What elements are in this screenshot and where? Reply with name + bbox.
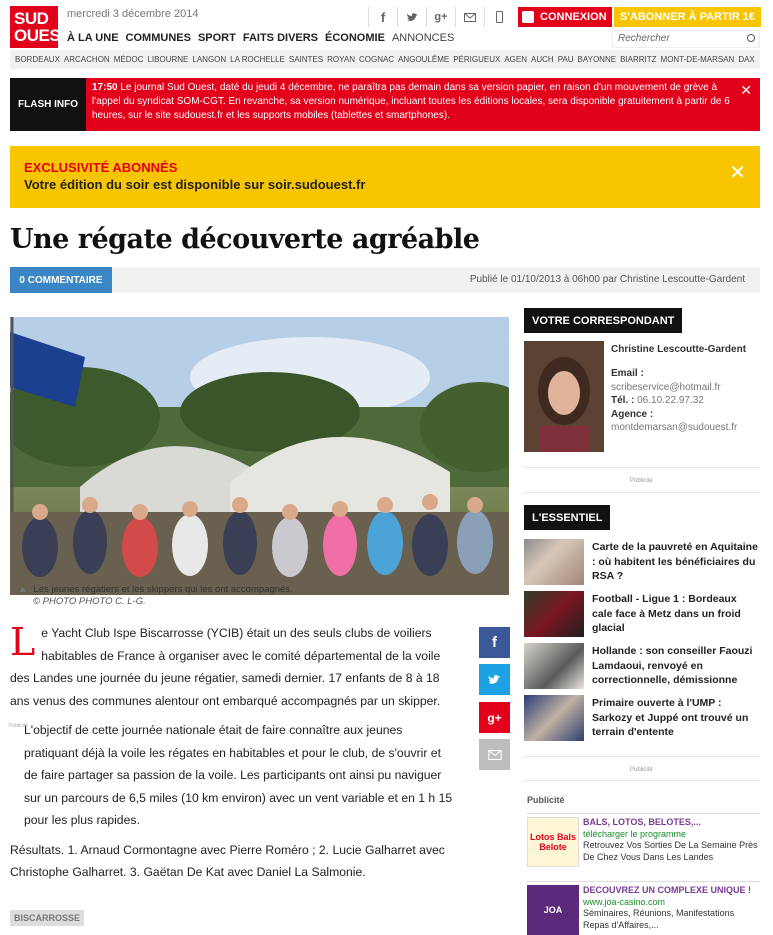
- search-input[interactable]: [612, 30, 760, 48]
- ad-description: Séminaires, Réunions, Manifestations Repas d'Affaires,...: [583, 908, 735, 930]
- tel-label: Tél. :: [611, 395, 635, 406]
- city-nav-item[interactable]: ARCACHON: [63, 55, 110, 64]
- ad-title[interactable]: BALS, LOTOS, BELOTES,...: [583, 817, 701, 827]
- current-date: mercredi 3 décembre 2014: [67, 8, 199, 20]
- essentiel-item[interactable]: [524, 695, 760, 741]
- photo-caption: [18, 584, 293, 608]
- published-info: Publié le 01/10/2013 à 06h00 par Christine Lescoutte-Gardent: [469, 274, 745, 285]
- article-paragraph-2-text: L'objectif de cette journée nationale était de faire connaître aux jeunes pratiquant déjà la voile les régates en habitables et pour le club, de s'ouvrir et de faire partager sa passion de la voile. Les participants ont ainsi pu naviguer sur un parcours de 6,5 miles (10 km environ) avec un vent variable et en 1 h 15 pour les plus rapides.: [24, 723, 453, 827]
- nav-item-sport[interactable]: SPORT: [197, 32, 236, 44]
- article-paragraph-2: [10, 719, 456, 832]
- article-paragraph-1: [10, 622, 456, 712]
- mail-icon[interactable]: [455, 7, 484, 27]
- inline-ad-label: Publicité: [9, 723, 28, 729]
- essentiel-item[interactable]: [524, 643, 760, 689]
- essentiel-item-text[interactable]: Primaire ouverte à l'UMP : Sarkozy et Juppé ont trouvé un terrain d'entente: [592, 697, 749, 738]
- article-body: [10, 622, 456, 891]
- correspondent-email[interactable]: scribeservice@hotmail.fr: [611, 381, 721, 393]
- flash-close-icon[interactable]: ✕: [740, 82, 752, 98]
- flash-time: 17:50: [92, 82, 118, 93]
- regatta-group-photo: [10, 317, 509, 595]
- photo-credit: © PHOTO PHOTO C. L-G.: [33, 596, 146, 607]
- agence-label: Agence :: [611, 408, 654, 420]
- ad-text[interactable]: [583, 817, 760, 867]
- essentiel-heading: L'ESSENTIEL: [524, 505, 610, 530]
- city-nav-item[interactable]: AGEN: [504, 55, 528, 64]
- sidebar-ad-label-2: Publicité: [630, 767, 653, 773]
- flash-info-text[interactable]: [86, 78, 760, 131]
- article-paragraph-1-text: e Yacht Club Ispe Biscarrosse (YCIB) était un des seuls clubs de voiliers habitables de France à organiser avec le comité départemental de la voile des Landes une journée du jeune régatier, samedi dernier. 17 enfants de 8 à 18 ans venus des communes alentour ont embarqué accompagnés par un skipper.: [10, 626, 441, 708]
- correspondent-photo: [524, 341, 604, 452]
- divider: [524, 467, 760, 468]
- city-nav-item[interactable]: BAYONNE: [577, 55, 617, 64]
- divider: [524, 780, 760, 781]
- city-nav-item[interactable]: LIBOURNE: [147, 55, 189, 64]
- ad-thumb-lotos[interactable]: Lotos Bals Belote: [527, 817, 579, 867]
- city-nav-item[interactable]: LA ROCHELLE: [230, 55, 285, 64]
- nav-item-communes[interactable]: COMMUNES: [125, 32, 191, 44]
- sud-ouest-logo[interactable]: SUD OUEST: [10, 6, 58, 48]
- ad-title[interactable]: DECOUVREZ UN COMPLEXE UNIQUE !: [583, 885, 752, 895]
- flash-message: Le journal Sud Ouest, daté du jeudi 4 décembre, ne paraîtra pas demain dans sa version papier, en raison d'un mouvement de grève à l'appel du syndicat SOM-CGT. En revanche, sa version numérique, incluant toutes les éditions locales, sera disponible gratuitement à partir de 6 heures, sur le site sudouest.fr et les supports mobiles (tablettes et smartphones).: [92, 82, 730, 121]
- divider: [524, 756, 760, 757]
- essentiel-thumb-hollande[interactable]: [524, 643, 584, 689]
- share-mail-icon[interactable]: [479, 739, 510, 770]
- city-nav-item[interactable]: BORDEAUX: [15, 55, 60, 64]
- essentiel-item-text[interactable]: Hollande : son conseiller Faouzi Lamdaoui, renvoyé en correctionnelle, démissionne: [592, 645, 753, 686]
- city-nav-item[interactable]: COGNAC: [358, 55, 395, 64]
- main-navigation: [67, 32, 454, 44]
- city-nav-item[interactable]: MONT-DE-MARSAN: [660, 55, 735, 64]
- exclusive-text: Votre édition du soir est disponible sur soir.sudouest.fr: [24, 177, 366, 192]
- share-googleplus-icon[interactable]: g+: [479, 702, 510, 733]
- nav-item-faits-divers[interactable]: FAITS DIVERS: [242, 32, 319, 44]
- city-nav-item[interactable]: ANGOULÊME: [398, 55, 450, 64]
- article-meta-bar: [10, 267, 760, 293]
- nav-item-annonces[interactable]: ANNONCES: [391, 32, 455, 44]
- share-facebook-icon[interactable]: f: [479, 627, 510, 658]
- share-twitter-icon[interactable]: [479, 664, 510, 695]
- facebook-icon[interactable]: f: [368, 7, 397, 27]
- nav-item-economie[interactable]: ÉCONOMIE: [325, 32, 385, 44]
- ad-item-bals-lotos[interactable]: [527, 813, 760, 867]
- user-icon: [522, 11, 534, 23]
- comments-button[interactable]: 0 COMMENTAIRE: [10, 267, 112, 293]
- city-nav-item[interactable]: PÉRIGUEUX: [453, 55, 501, 64]
- email-label: Email :: [611, 368, 644, 379]
- caption-triangle-icon: ▲: [18, 584, 28, 595]
- essentiel-item[interactable]: [524, 539, 760, 585]
- googleplus-icon[interactable]: g+: [426, 7, 455, 27]
- social-icons-bar: [368, 7, 513, 27]
- city-nav-item[interactable]: LANGON: [192, 55, 227, 64]
- search-placeholder: Rechercher: [618, 33, 670, 44]
- city-nav-item[interactable]: PAU: [557, 55, 574, 64]
- article-dropcap: L: [10, 620, 36, 664]
- ad-thumb-joa[interactable]: JOA: [527, 885, 579, 935]
- exclusive-close-icon[interactable]: ✕: [729, 162, 746, 184]
- article-photo[interactable]: [10, 317, 509, 595]
- correspondent-name: Christine Lescoutte-Gardent: [611, 344, 747, 355]
- city-nav-item[interactable]: SAINTES: [288, 55, 324, 64]
- correspondent-heading: VOTRE CORRESPONDANT: [524, 308, 682, 333]
- city-nav-item[interactable]: BIARRITZ: [620, 55, 657, 64]
- correspondent-tel: 06.10.22.97.32: [637, 395, 704, 406]
- divider: [524, 492, 760, 493]
- city-nav-item[interactable]: DAX: [738, 55, 755, 64]
- article-paragraph-3: Résultats. 1. Arnaud Cormontagne avec Pierre Roméro ; 2. Lucie Galharret avec Christophe Galharret. 3. Gaëtan De Kat avec Daniel La Salmonie.: [10, 842, 445, 879]
- ads-label: Publicité: [527, 795, 565, 805]
- flash-info-label: FLASH INFO: [10, 78, 86, 131]
- essentiel-item[interactable]: [524, 591, 760, 637]
- twitter-icon[interactable]: [397, 7, 426, 27]
- city-navigation: [10, 50, 760, 69]
- flash-info-banner: [10, 78, 760, 131]
- search-icon[interactable]: [747, 34, 755, 42]
- essentiel-thumb-map[interactable]: [524, 539, 584, 585]
- ad-link[interactable]: télécharger le programme: [583, 828, 687, 839]
- article-tag-biscarrosse[interactable]: BISCARROSSE: [10, 910, 84, 926]
- ad-item-joa-casino[interactable]: [527, 881, 760, 935]
- correspondent-contact: [611, 367, 737, 435]
- exclusive-subscriber-banner[interactable]: [10, 146, 760, 208]
- ad-text[interactable]: [583, 885, 760, 935]
- essentiel-item-text[interactable]: Carte de la pauvreté en Aquitaine : où habitent les bénéficiaires du RSA ?: [592, 541, 758, 582]
- essentiel-item-text[interactable]: Football - Ligue 1 : Bordeaux cale face à Metz dans un froid glacial: [592, 593, 741, 634]
- caption-text: Les jeunes régatiers et les skippers qui les ont accompagnés.: [33, 584, 293, 595]
- ad-link[interactable]: www.joa-casino.com: [583, 896, 666, 907]
- exclusive-title: EXCLUSIVITÉ ABONNÉS: [24, 160, 178, 175]
- nav-item-a-la-une[interactable]: À LA UNE: [67, 32, 119, 44]
- city-nav-item[interactable]: ROYAN: [327, 55, 355, 64]
- connexion-label: CONNEXION: [540, 11, 607, 23]
- mobile-icon[interactable]: [484, 7, 513, 27]
- subscribe-button[interactable]: S'ABONNER À PARTIR 1€: [614, 7, 761, 27]
- sidebar-ad-label: Publicité: [630, 478, 653, 484]
- essentiel-thumb-football[interactable]: [524, 591, 584, 637]
- essentiel-thumb-ump[interactable]: [524, 695, 584, 741]
- correspondent-agence-email[interactable]: montdemarsan@sudouest.fr: [611, 422, 738, 433]
- city-nav-item[interactable]: AUCH: [531, 55, 554, 64]
- city-nav-item[interactable]: MÉDOC: [113, 55, 144, 64]
- connexion-button[interactable]: [518, 7, 612, 27]
- article-title: Une régate découverte agréable: [10, 224, 480, 255]
- ad-description: Retrouvez Vos Sorties De La Semaine Près De Chez Vous Dans Les Landes: [583, 840, 758, 862]
